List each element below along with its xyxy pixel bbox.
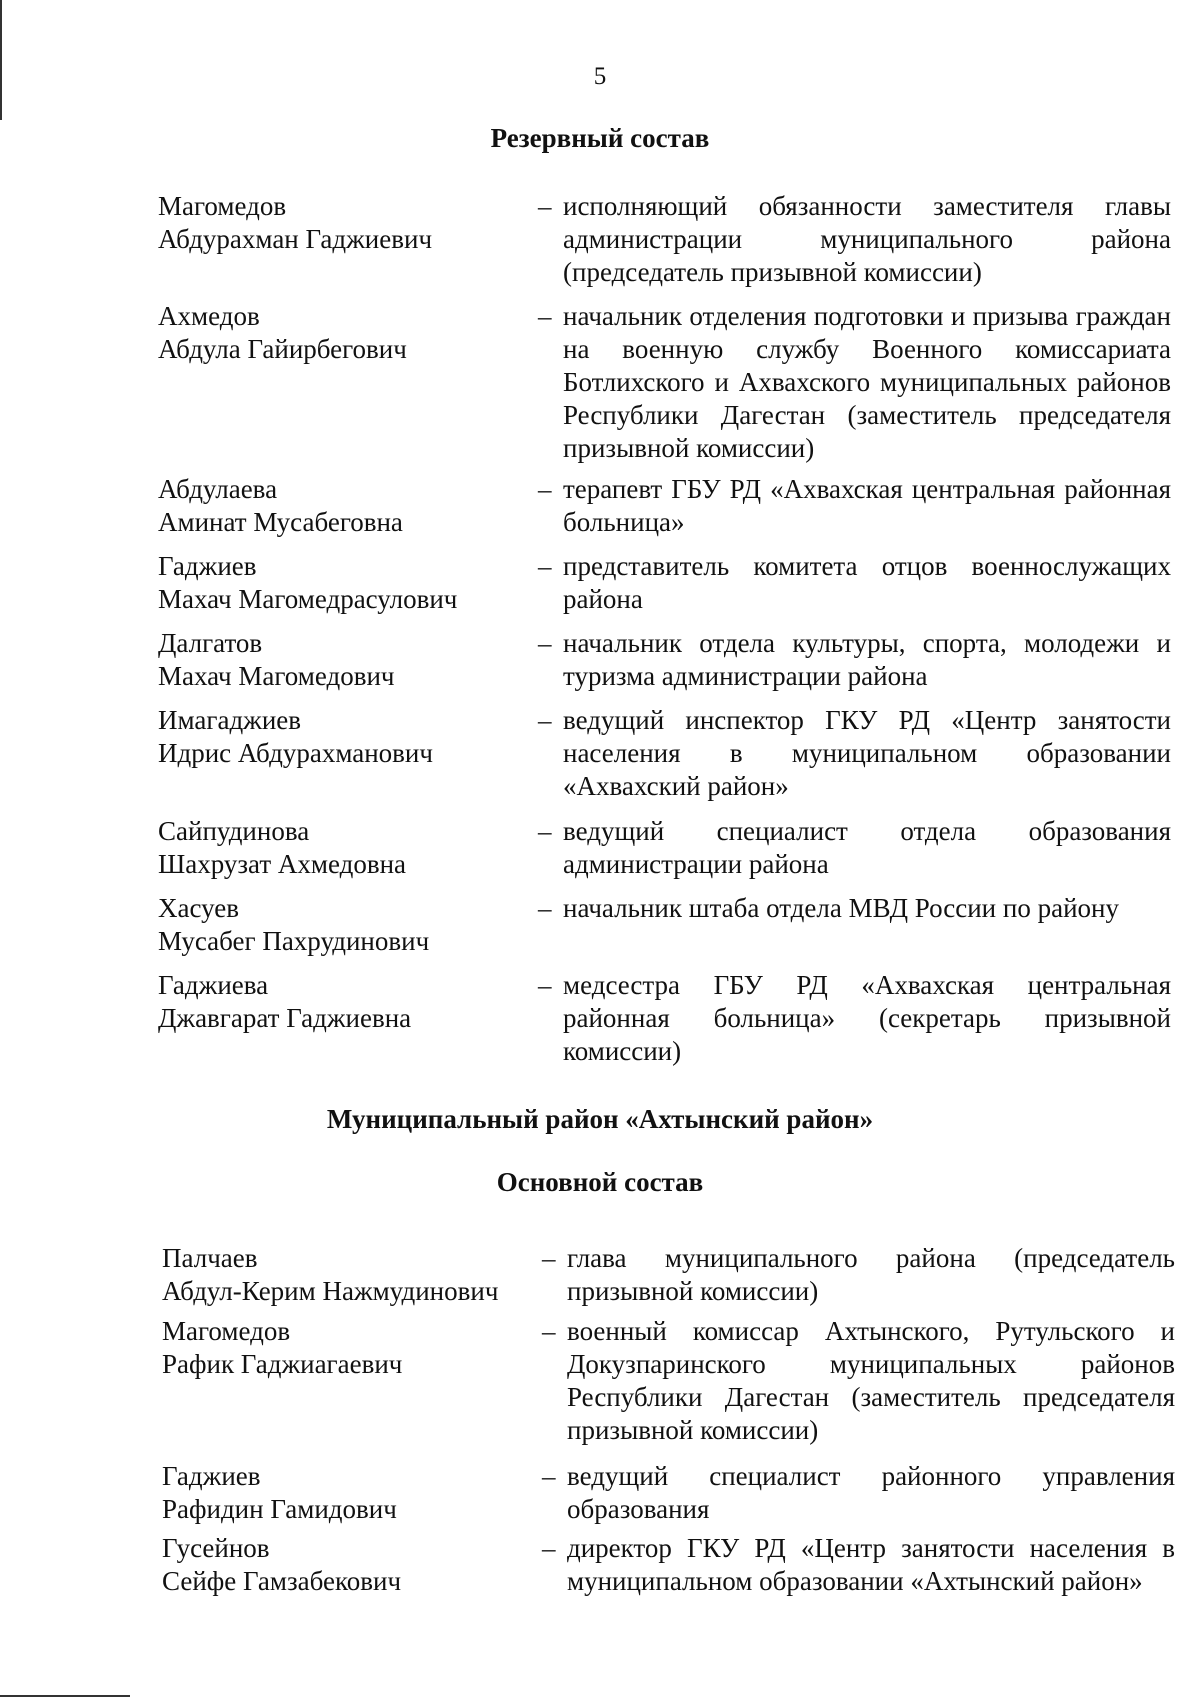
member-name	[162, 1460, 532, 1526]
member-given-name: Идрис Абдурахманович	[158, 738, 433, 768]
dash-separator: –	[538, 970, 552, 1000]
member-name	[158, 969, 528, 1035]
member-surname: Абдулаева	[158, 474, 278, 504]
member-given-name: Абдула Гайирбегович	[158, 334, 407, 364]
dash-separator: –	[542, 1461, 556, 1491]
dash-separator: –	[542, 1243, 556, 1273]
member-given-name: Рафидин Гамидович	[162, 1494, 397, 1524]
member-surname: Далгатов	[158, 628, 263, 658]
member-name	[158, 627, 528, 693]
member-name	[158, 550, 528, 616]
member-role: начальник штаба отдела МВД России по району	[563, 893, 1119, 923]
member-name	[162, 1315, 532, 1381]
scan-edge-line	[0, 1695, 130, 1697]
member-surname: Сайпудинова	[158, 816, 310, 846]
member-name	[158, 704, 528, 770]
member-role: директор ГКУ РД «Центр занятости населения в муниципальном образовании «Ахтынский район»	[567, 1533, 1175, 1596]
member-given-name: Аминат Мусабеговна	[158, 507, 403, 537]
member-role: военный комиссар Ахтынского, Рутульского и Докузпаринского муниципальных районов Республики Дагестан (заместитель председателя призывной комиссии)	[567, 1316, 1175, 1445]
member-role: начальник отделения подготовки и призыва граждан на военную службу Военного комиссариата Ботлихского и Ахвахского муниципальных районов Республики Дагестан (заместитель председателя призывной комиссии)	[563, 301, 1171, 463]
dash-separator: –	[538, 474, 552, 504]
member-given-name: Махач Магомедрасулович	[158, 584, 458, 614]
dash-separator: –	[538, 628, 552, 658]
member-given-name: Шахрузат Ахмедовна	[158, 849, 406, 879]
section-title: Резервный состав	[490, 123, 710, 153]
member-given-name: Джавгарат Гаджиевна	[158, 1003, 412, 1033]
member-surname: Палчаев	[162, 1243, 258, 1273]
member-surname: Имагаджиев	[158, 705, 302, 735]
member-role: начальник отдела культуры, спорта, молодежи и туризма администрации района	[563, 628, 1171, 691]
section-title: Основной состав	[496, 1167, 704, 1197]
member-name	[158, 300, 528, 366]
dash-separator: –	[538, 301, 552, 331]
member-surname: Гусейнов	[162, 1533, 270, 1563]
member-name	[158, 892, 528, 958]
member-name	[158, 473, 528, 539]
member-given-name: Рафик Гаджиагаевич	[162, 1349, 403, 1379]
member-given-name: Махач Магомедович	[158, 661, 395, 691]
dash-separator: –	[538, 816, 552, 846]
member-given-name: Сейфе Гамзабекович	[162, 1566, 402, 1596]
dash-separator: –	[538, 893, 552, 923]
dash-separator: –	[542, 1316, 556, 1346]
member-role: исполняющий обязанности заместителя главы администрации муниципального района (председатель призывной комиссии)	[563, 191, 1171, 287]
member-name	[158, 190, 528, 256]
member-surname: Гаджиев	[162, 1461, 261, 1491]
page-number: 5	[593, 63, 607, 90]
member-name	[162, 1532, 532, 1598]
member-role: терапевт ГБУ РД «Ахвахская центральная районная больница»	[563, 474, 1171, 537]
member-surname: Магомедов	[162, 1316, 291, 1346]
dash-separator: –	[538, 191, 552, 221]
dash-separator: –	[538, 705, 552, 735]
member-role: ведущий специалист районного управления образования	[567, 1461, 1175, 1524]
dash-separator: –	[542, 1533, 556, 1563]
member-surname: Хасуев	[158, 893, 239, 923]
member-role: медсестра ГБУ РД «Ахвахская центральная районная больница» (секретарь призывной комиссии)	[563, 970, 1171, 1066]
member-name	[158, 815, 528, 881]
member-role: глава муниципального района (председатель призывной комиссии)	[567, 1243, 1175, 1306]
district-title: Муниципальный район «Ахтынский район»	[326, 1104, 874, 1134]
member-name	[162, 1242, 532, 1308]
member-surname: Гаджиев	[158, 551, 257, 581]
member-role: ведущий специалист отдела образования администрации района	[563, 816, 1171, 879]
member-given-name: Абдурахман Гаджиевич	[158, 224, 433, 254]
member-role: ведущий инспектор ГКУ РД «Центр занятости населения в муниципальном образовании «Ахвахский район»	[563, 705, 1171, 801]
member-given-name: Мусабег Пахрудинович	[158, 926, 430, 956]
member-surname: Ахмедов	[158, 301, 260, 331]
member-role: представитель комитета отцов военнослужащих района	[563, 551, 1171, 614]
member-surname: Магомедов	[158, 191, 287, 221]
member-given-name: Абдул-Керим Нажмудинович	[162, 1276, 499, 1306]
dash-separator: –	[538, 551, 552, 581]
member-surname: Гаджиева	[158, 970, 269, 1000]
